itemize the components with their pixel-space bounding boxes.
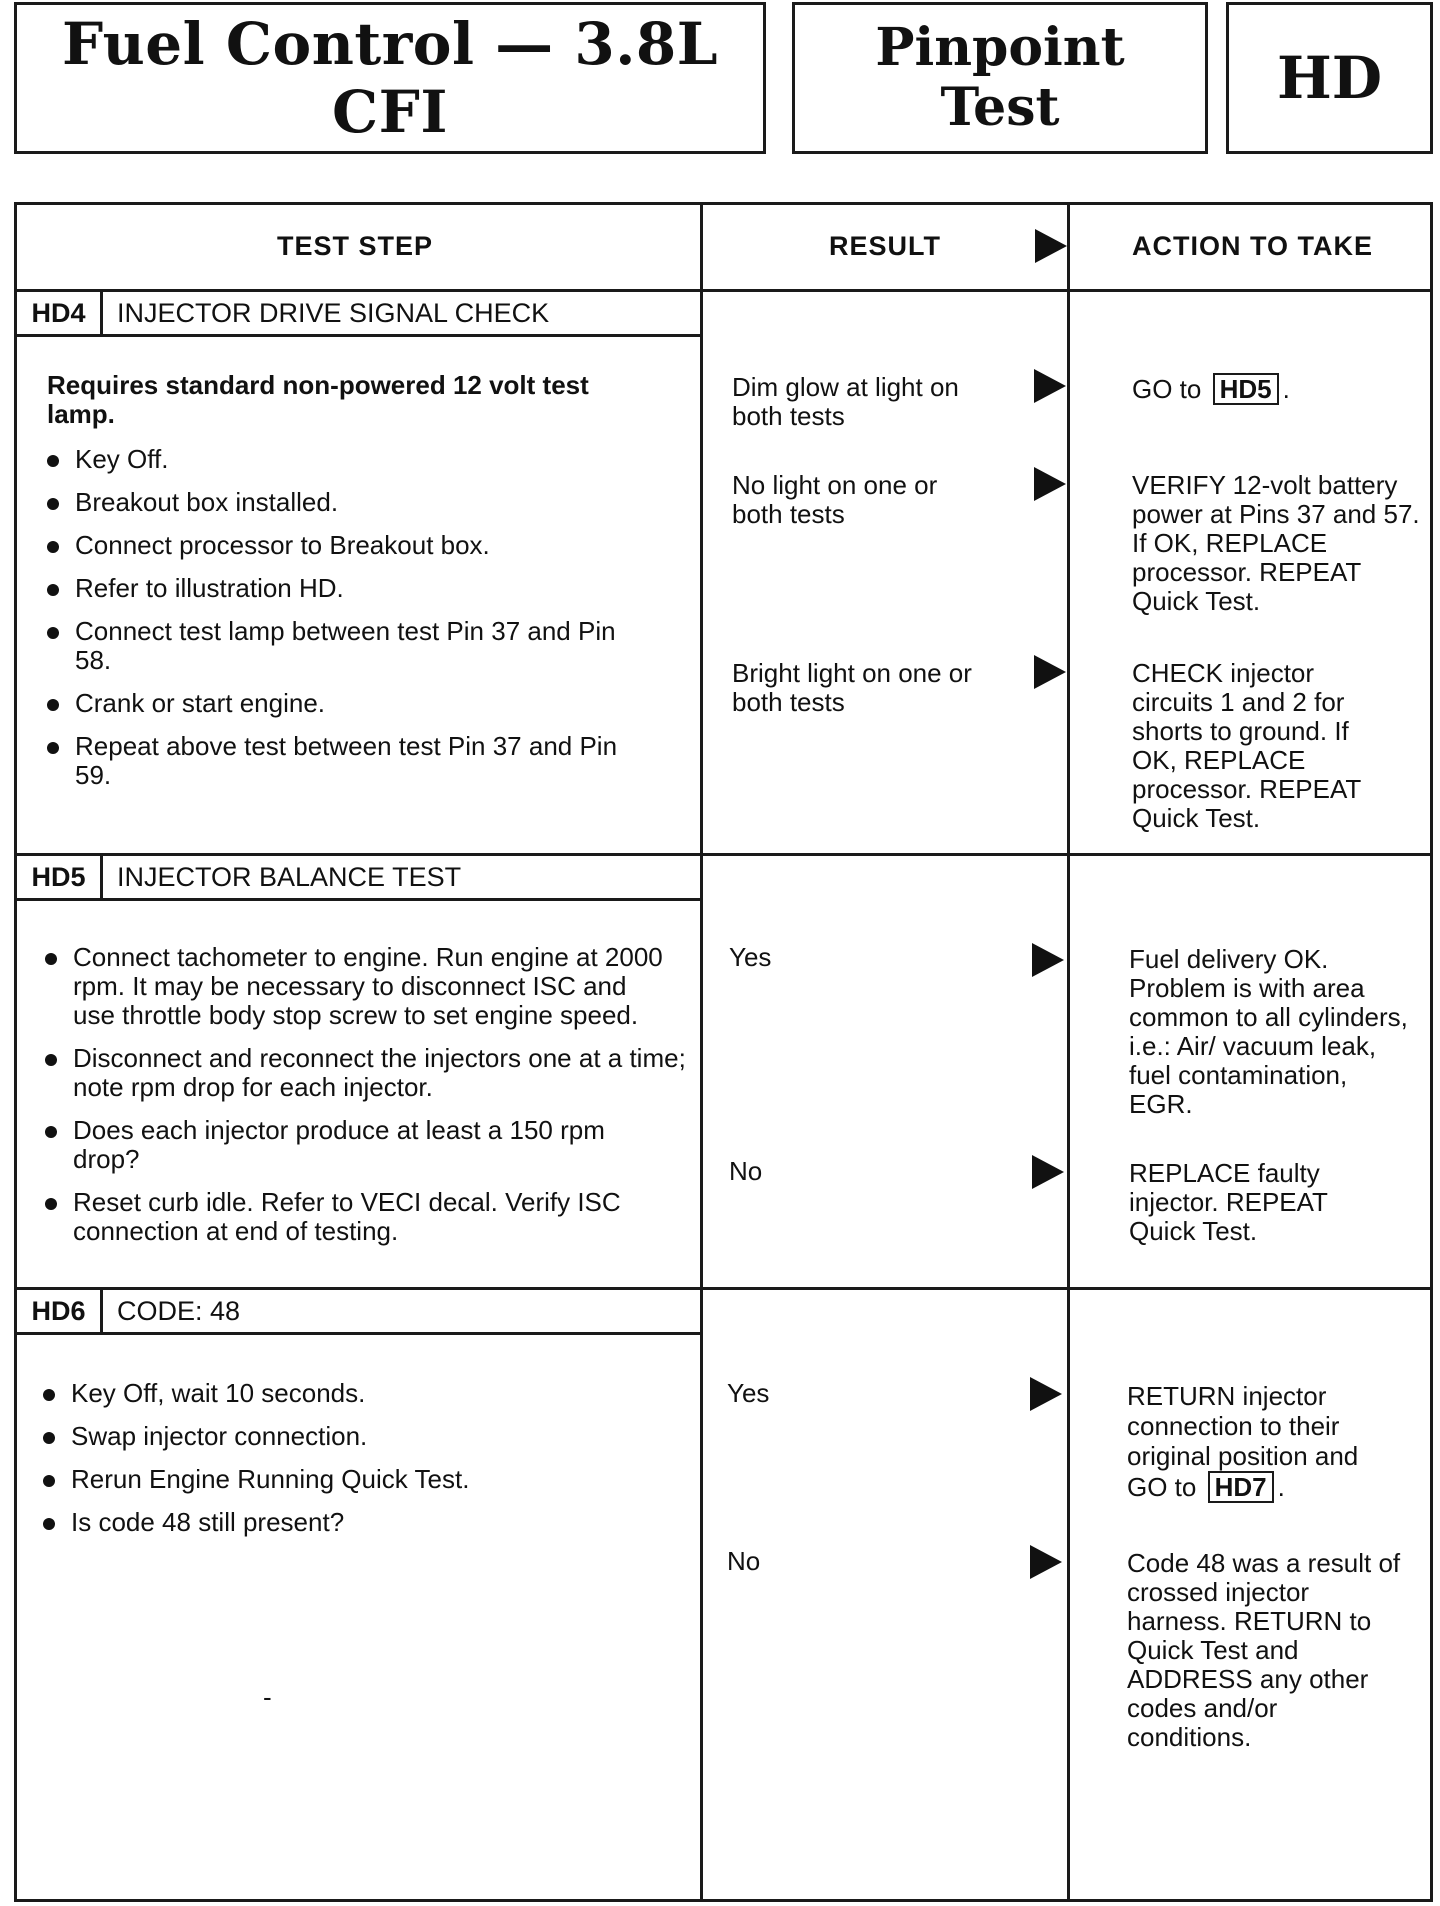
column-divider-result	[700, 205, 703, 1899]
step-title: INJECTOR DRIVE SIGNAL CHECK	[117, 298, 550, 328]
result-text: Yes	[729, 942, 772, 972]
list-item: Disconnect and reconnect the injectors one at a time; note rpm drop for each injector.	[43, 1044, 693, 1102]
result-text: No	[729, 1156, 763, 1186]
result-text: No light on one or both tests	[732, 470, 938, 529]
step-bullets-hd6	[41, 1379, 671, 1551]
list-item: Key Off, wait 10 seconds.	[41, 1379, 671, 1408]
step-id: HD5	[17, 856, 103, 898]
step-bullets-hd4	[45, 445, 675, 804]
list-item: Connect test lamp between test Pin 37 and Pin 58.	[45, 617, 635, 675]
test-type-label: Pinpoint Test	[875, 17, 1125, 138]
step-title: CODE: 48	[117, 1296, 241, 1326]
list-item: Key Off.	[45, 445, 675, 474]
test-code-label: HD	[1276, 44, 1383, 112]
arrow-icon	[1030, 1545, 1062, 1579]
action-text	[1132, 373, 1422, 405]
action-prefix: GO to	[1132, 374, 1202, 404]
arrow-icon	[1034, 467, 1066, 501]
page-title: Fuel Control — 3.8L CFI	[61, 10, 719, 146]
arrow-icon	[1035, 229, 1067, 263]
list-item: Repeat above test between test Pin 37 and Pin 59.	[45, 732, 635, 790]
result-text: Yes	[727, 1378, 770, 1408]
result-text: No	[727, 1546, 761, 1576]
arrow-icon	[1032, 1155, 1064, 1189]
action-text: REPLACE faulty injector. REPEAT Quick Test.	[1129, 1158, 1328, 1246]
header-result: RESULT	[829, 231, 941, 261]
action-text: VERIFY 12-volt battery power at Pins 37 and 57. If OK, REPLACE processor. REPEAT Quick Test.	[1132, 470, 1420, 616]
list-item: Rerun Engine Running Quick Test.	[41, 1465, 671, 1494]
column-divider-action	[1067, 205, 1070, 1899]
list-item: Reset curb idle. Refer to VECI decal. Verify ISC connection at end of testing.	[43, 1188, 693, 1246]
step-id: HD6	[17, 1290, 103, 1332]
title-box	[14, 2, 766, 154]
action-text	[1127, 1381, 1397, 1503]
step-note: Requires standard non-powered 12 volt test lamp.	[47, 370, 589, 429]
step-header-hd6	[17, 1290, 700, 1335]
result-text: Dim glow at light on both tests	[732, 372, 959, 431]
step-title: INJECTOR BALANCE TEST	[117, 862, 462, 892]
list-item: Crank or start engine.	[45, 689, 675, 718]
step-bullets-hd5	[43, 943, 693, 1260]
list-item: Does each injector produce at least a 150 rpm drop?	[43, 1116, 673, 1174]
step-ref-hd5[interactable]: HD5	[1213, 373, 1279, 405]
list-item: Connect processor to Breakout box.	[45, 531, 675, 560]
action-suffix: .	[1282, 374, 1290, 404]
step-ref-hd7[interactable]: HD7	[1208, 1471, 1274, 1503]
action-text: Code 48 was a result of crossed injector harness. RETURN to Quick Test and ADDRESS any other codes and/or conditions.	[1127, 1548, 1401, 1752]
result-text: Bright light on one or both tests	[732, 658, 972, 717]
arrow-icon	[1030, 1377, 1062, 1411]
action-suffix: .	[1277, 1472, 1285, 1502]
step-header-hd4	[17, 292, 700, 337]
action-prefix: RETURN injector connection to their original position and GO to	[1127, 1381, 1359, 1502]
header-action-to-take: ACTION TO TAKE	[1132, 231, 1373, 261]
test-code-box	[1226, 2, 1433, 154]
list-item: Swap injector connection.	[41, 1422, 671, 1451]
header-test-step: TEST STEP	[277, 231, 434, 261]
test-type-box	[792, 2, 1208, 154]
arrow-icon	[1034, 655, 1066, 689]
action-text: CHECK injector circuits 1 and 2 for shorts to ground. If OK, REPLACE processor. REPEAT Quick Test.	[1132, 658, 1361, 833]
arrow-icon	[1032, 943, 1064, 977]
step-id: HD4	[17, 292, 103, 334]
list-item: Connect tachometer to engine. Run engine at 2000 rpm. It may be necessary to disconnect ISC and use throttle body stop screw to set engine speed.	[43, 943, 663, 1030]
arrow-icon	[1034, 369, 1066, 403]
list-item: Breakout box installed.	[45, 488, 675, 517]
step-header-hd5	[17, 856, 700, 901]
action-text: Fuel delivery OK. Problem is with area common to all cylinders, i.e.: Air/ vacuum leak, fuel contamination, EGR.	[1129, 944, 1408, 1119]
stray-mark: -	[263, 1682, 272, 1712]
pinpoint-test-table	[14, 202, 1433, 1902]
list-item: Refer to illustration HD.	[45, 574, 675, 603]
list-item: Is code 48 still present?	[41, 1508, 671, 1537]
